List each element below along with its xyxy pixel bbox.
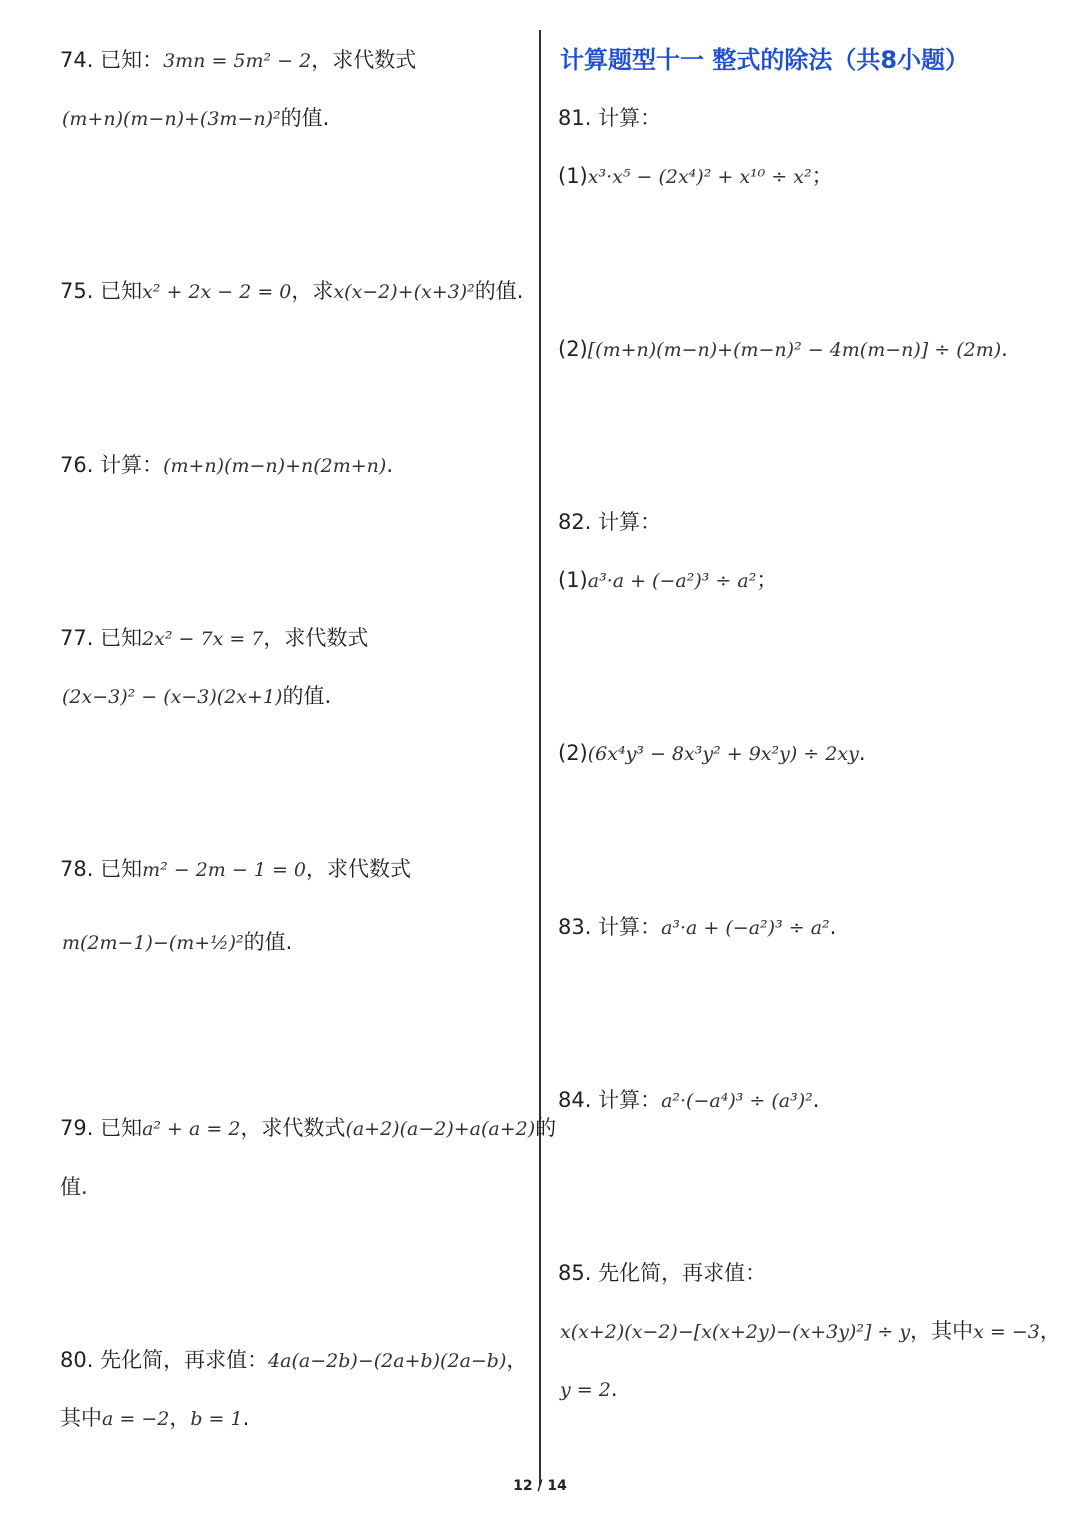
problem-85-title-text: 85. 先化简，再求值：	[558, 1261, 767, 1285]
problem-85-sep: ，	[1039, 1319, 1061, 1343]
problem-85-line3	[560, 1375, 618, 1404]
problem-75-suffix: 的值.	[474, 279, 524, 303]
problem-81-item1	[558, 162, 833, 191]
problem-78-suffix1: ，求代数式	[306, 857, 411, 881]
problem-85-title	[558, 1259, 766, 1287]
problem-77-suffix1: ，求代数式	[263, 626, 369, 650]
problem-74-suffix2: 的值.	[280, 106, 330, 130]
problem-77-expression: (2x−3)² − (x−3)(2x+1)	[62, 686, 283, 708]
problem-74-line1	[60, 46, 416, 75]
problem-74-line2	[62, 104, 329, 133]
problem-82-item1-end: ；	[756, 568, 778, 592]
problem-80-sep: ，	[169, 1406, 191, 1430]
problem-80-prefix: 80. 先化简，再求值：	[60, 1348, 269, 1372]
problem-80-line1	[60, 1346, 527, 1375]
problem-75-expression: x(x−2)+(x+3)²	[333, 281, 475, 303]
problem-75-prefix: 75. 已知	[60, 279, 143, 303]
problem-75	[60, 277, 523, 306]
page-number: 12 / 14	[513, 1478, 567, 1494]
problem-81-item2	[558, 335, 1008, 364]
problem-81-item2-end: .	[1001, 337, 1008, 361]
problem-82-item1-expression: a³·a + (−a²)³ ÷ a²	[587, 570, 757, 592]
problem-81-item2-label: (2)	[558, 337, 588, 361]
problem-85-mid: ，其中	[910, 1319, 974, 1343]
problem-77-suffix2: 的值.	[282, 684, 332, 708]
problem-85-value-y: y = 2	[560, 1379, 611, 1401]
problem-79-suffix: 的	[535, 1116, 557, 1140]
problem-78-expression: m(2m−1)−(m+½)²	[62, 932, 244, 954]
problem-82-item2-expression: (6x⁴y³ − 8x³y² + 9x²y) ÷ 2xy	[587, 743, 859, 765]
problem-75-mid: ，求	[291, 279, 334, 303]
problem-82-title	[558, 508, 661, 536]
problem-79-mid: ，求代数式	[240, 1116, 346, 1140]
problem-74-expression: (m+n)(m−n)+(3m−n)²	[62, 108, 281, 130]
problem-81-title-text: 81. 计算：	[558, 106, 662, 130]
problem-81-item2-expression: [(m+n)(m−n)+(m−n)² − 4m(m−n)] ÷ (2m)	[587, 339, 1002, 361]
problem-80-value-b: b = 1	[190, 1408, 243, 1430]
column-divider	[539, 30, 541, 1485]
problem-77-line1	[60, 624, 368, 653]
problem-76-suffix: .	[386, 453, 394, 477]
problem-74-prefix: 74. 已知：	[60, 48, 164, 72]
problem-75-condition: x² + 2x − 2 = 0	[142, 281, 292, 303]
problem-78-suffix2: 的值.	[243, 930, 293, 954]
problem-81-item1-expression: x³·x⁵ − (2x⁴)² + x¹⁰ ÷ x²	[587, 166, 812, 188]
problem-80-suffix2: .	[242, 1406, 250, 1430]
problem-76-prefix: 76. 计算：	[60, 453, 164, 477]
problem-82-item2	[558, 739, 866, 768]
problem-76-expression: (m+n)(m−n)+n(2m+n)	[163, 455, 387, 477]
problem-77-condition: 2x² − 7x = 7	[142, 628, 264, 650]
problem-83-prefix: 83. 计算：	[558, 915, 662, 939]
problem-82-title-text: 82. 计算：	[558, 510, 662, 534]
problem-74-suffix1: ，求代数式	[311, 48, 417, 72]
problem-84-expression: a²·(−a⁴)³ ÷ (a³)²	[661, 1090, 813, 1112]
problem-78-line1	[60, 855, 411, 884]
problem-80-line2	[60, 1404, 249, 1433]
problem-84-prefix: 84. 计算：	[558, 1088, 662, 1112]
problem-81-item1-label: (1)	[558, 164, 588, 188]
problem-83	[558, 913, 836, 942]
problem-83-suffix: .	[829, 915, 837, 939]
problem-79-line2-text: 值.	[60, 1175, 88, 1199]
problem-85-expression: x(x+2)(x−2)−[x(x+2y)−(x+3y)²] ÷ y	[560, 1321, 911, 1343]
problem-78-prefix: 78. 已知	[60, 857, 143, 881]
problem-82-item1-label: (1)	[558, 568, 588, 592]
problem-79-line2	[60, 1173, 88, 1201]
problem-85-value-x: x = −3	[973, 1321, 1040, 1343]
problem-79-prefix: 79. 已知	[60, 1116, 143, 1140]
problem-78-condition: m² − 2m − 1 = 0	[142, 859, 306, 881]
problem-80-suffix1: ，	[506, 1348, 528, 1372]
problem-77-line2	[62, 682, 331, 711]
problem-79-expression: (a+2)(a−2)+a(a+2)	[345, 1118, 536, 1140]
problem-74-condition: 3mn = 5m² − 2	[163, 50, 312, 72]
problem-82-item2-label: (2)	[558, 741, 588, 765]
problem-78-line2	[62, 928, 292, 957]
problem-82-item2-end: .	[858, 741, 866, 765]
problem-79-line1	[60, 1114, 556, 1143]
problem-81-item1-end: ；	[811, 164, 833, 188]
section-title: 计算题型十一 整式的除法（共8小题）	[560, 46, 970, 74]
problem-76	[60, 451, 393, 480]
problem-85-line2	[560, 1317, 1061, 1346]
problem-80-value-a: a = −2	[102, 1408, 170, 1430]
problem-79-condition: a² + a = 2	[142, 1118, 241, 1140]
problem-80-line2-prefix: 其中	[60, 1406, 102, 1430]
problem-82-item1	[558, 566, 777, 595]
problem-80-expression: 4a(a−2b)−(2a+b)(2a−b)	[268, 1350, 507, 1372]
problem-77-prefix: 77. 已知	[60, 626, 143, 650]
problem-84-suffix: .	[812, 1088, 820, 1112]
problem-85-end: .	[610, 1377, 618, 1401]
problem-81-title	[558, 104, 661, 132]
problem-84	[558, 1086, 819, 1115]
problem-83-expression: a³·a + (−a²)³ ÷ a²	[661, 917, 830, 939]
